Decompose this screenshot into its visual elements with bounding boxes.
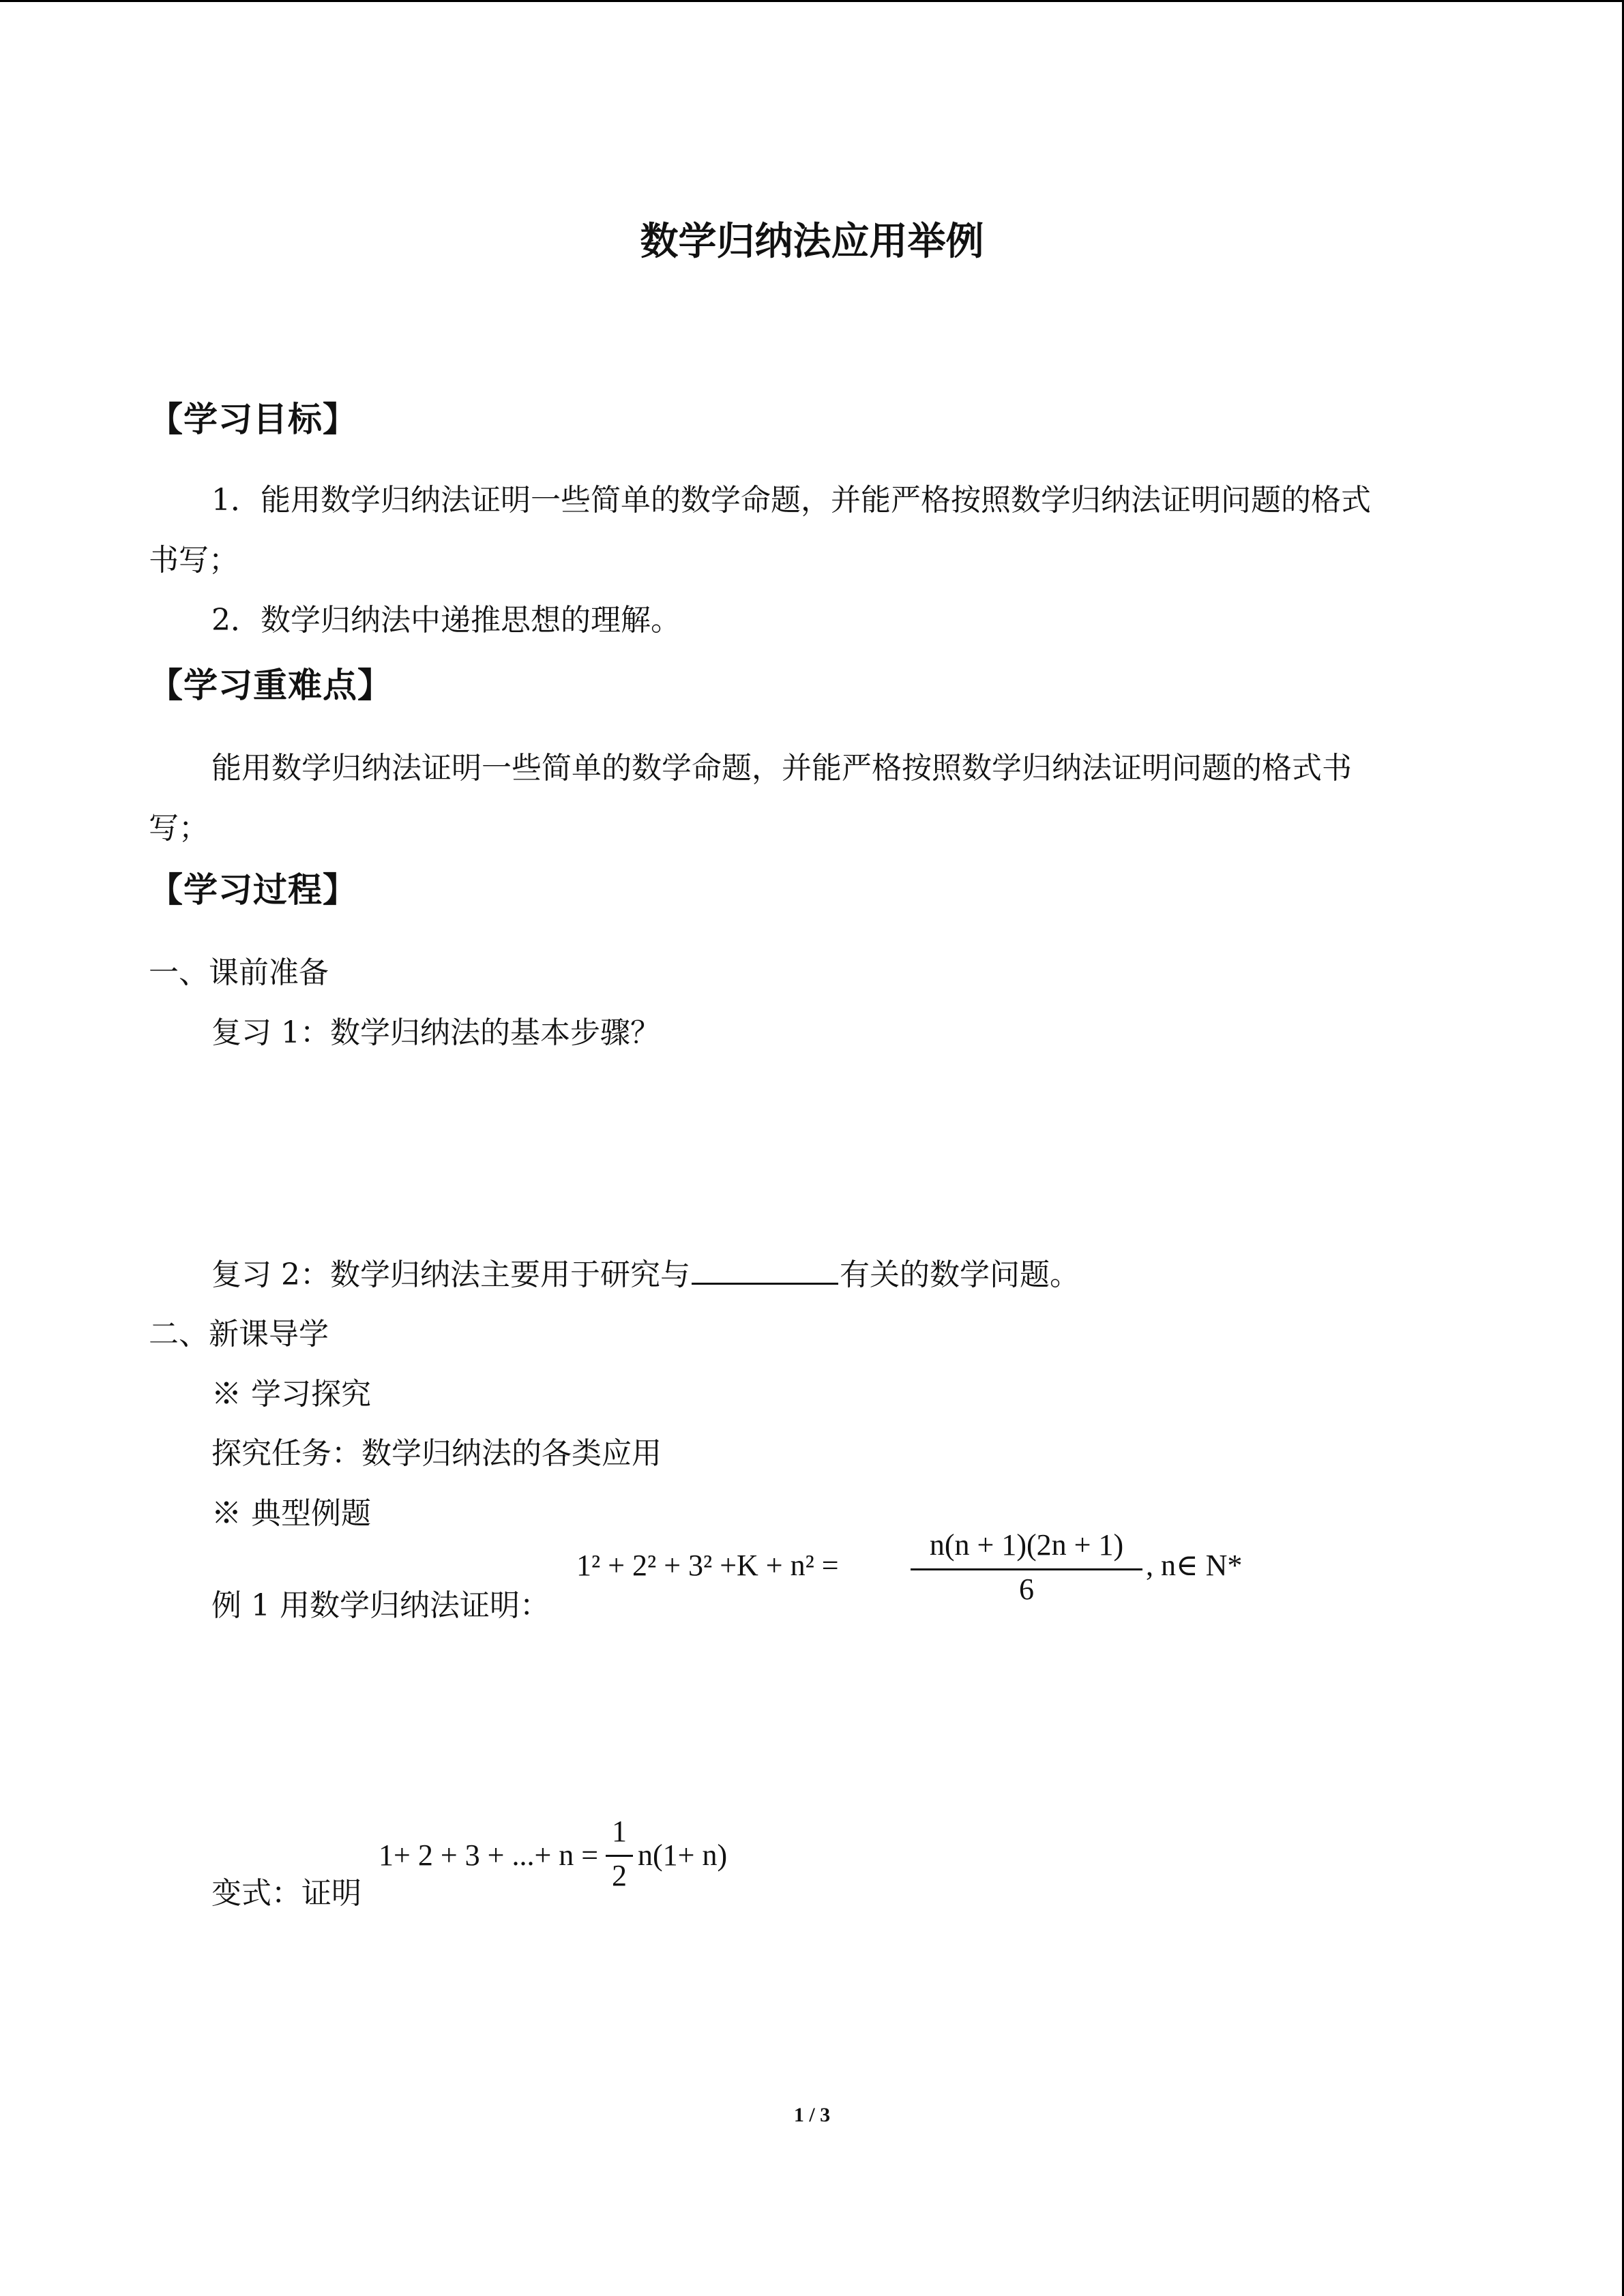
part1-title: 一、课前准备 [149, 955, 329, 990]
example-mark: ※ 典型例题 [211, 1496, 371, 1531]
document-title: 数学归纳法应用举例 [640, 220, 984, 264]
example-1-numerator: n(n + 1)(2n + 1) [929, 1528, 1124, 1562]
variant-numerator: 1 [612, 1815, 627, 1848]
goal-item-2: 2．数学归纳法中递推思想的理解。 [211, 603, 681, 638]
explore-mark: ※ 学习探究 [211, 1377, 371, 1412]
key-points-heading: 【学习重难点】 [149, 666, 392, 705]
part2-title: 二、新课导学 [149, 1317, 329, 1352]
page-top-border [0, 0, 1624, 2]
explore-task: 探究任务：数学归纳法的各类应用 [211, 1436, 662, 1471]
process-heading: 【学习过程】 [149, 870, 357, 910]
variant-label: 变式：证明 [211, 1876, 361, 1911]
example-1-tail: , n∈ N* [1146, 1549, 1243, 1582]
variant-fraction-bar [606, 1855, 633, 1857]
key-points-line1: 能用数学归纳法证明一些简单的数学命题，并能严格按照数学归纳法证明问题的格式书 [211, 751, 1352, 786]
example-1-lhs: 1² + 2² + 3² +K + n² = [576, 1549, 839, 1582]
review-2 [211, 1250, 1080, 1294]
example-1-label: 例 1 用数学归纳法证明： [211, 1588, 550, 1623]
variant-denominator: 2 [612, 1859, 627, 1892]
goal-item-1-line1: 1．能用数学归纳法证明一些简单的数学命题，并能严格按照数学归纳法证明问题的格式 [211, 483, 1371, 518]
goals-heading: 【学习目标】 [149, 400, 357, 439]
variant-lhs: 1+ 2 + 3 + ...+ n = [379, 1838, 599, 1872]
example-1-denominator: 6 [1019, 1572, 1034, 1606]
review-2-after: 有关的数学问题。 [839, 1257, 1080, 1292]
goal-item-1-line2: 书写； [149, 543, 239, 578]
review-1: 复习 1：数学归纳法的基本步骤？ [211, 1015, 660, 1050]
example-1-fraction-bar [911, 1568, 1142, 1570]
review-2-before: 复习 2：数学归纳法主要用于研究与 [211, 1257, 690, 1292]
key-points-line2: 写； [149, 811, 209, 846]
page-number: 1 / 3 [793, 2104, 831, 2126]
variant-tail: n(1+ n) [638, 1838, 728, 1872]
fill-in-blank[interactable] [692, 1255, 838, 1285]
